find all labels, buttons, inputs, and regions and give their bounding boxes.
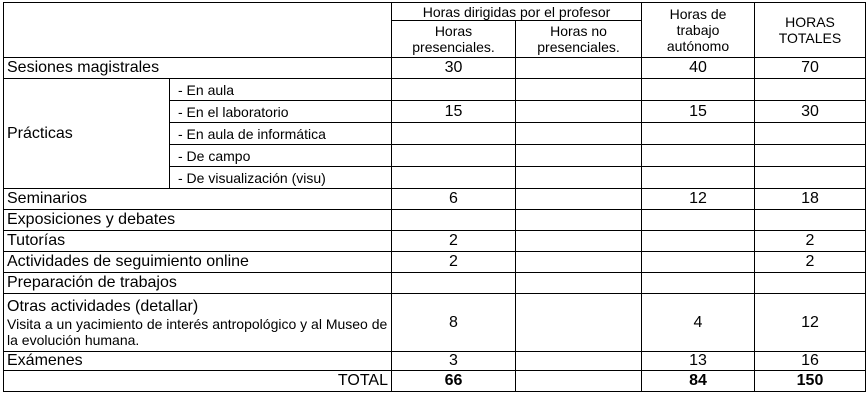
- table-row: [4, 352, 866, 371]
- cell-totales: [755, 79, 866, 101]
- header-no-presenciales-line2: presenciales.: [537, 39, 620, 55]
- hours-table: [3, 2, 866, 392]
- table-row: [4, 58, 866, 79]
- cell-autonomo: 4: [642, 294, 755, 352]
- cell-autonomo: [642, 167, 755, 189]
- row-label: Exposiciones y debates: [4, 210, 392, 231]
- row-label-otras: [4, 294, 392, 352]
- header-no-presenciales: [516, 21, 642, 58]
- header-autonomo: [642, 3, 755, 58]
- header-presenciales: [392, 21, 516, 58]
- cell-presenciales: [392, 167, 516, 189]
- cell-autonomo: [642, 123, 755, 145]
- cell-totales: [755, 210, 866, 231]
- cell-totales: [755, 167, 866, 189]
- table-row: [4, 231, 866, 252]
- table-row: [4, 294, 866, 352]
- practicas-sub-label: - De visualización (visu): [170, 167, 392, 189]
- cell-presenciales: [392, 273, 516, 294]
- cell-totales: 30: [755, 101, 866, 123]
- cell-no-presenciales: [516, 352, 642, 371]
- total-row: [4, 371, 866, 392]
- cell-presenciales: [392, 123, 516, 145]
- total-label: TOTAL: [4, 371, 392, 392]
- header-group-label: Horas dirigidas por el profesor: [392, 3, 642, 21]
- cell-presenciales: 8: [392, 294, 516, 352]
- cell-totales: [755, 123, 866, 145]
- header-autonomo-line1: Horas de: [669, 6, 727, 22]
- cell-totales: 70: [755, 58, 866, 79]
- cell-presenciales: [392, 210, 516, 231]
- cell-autonomo: [642, 210, 755, 231]
- otras-title: Otras actividades (detallar): [7, 297, 199, 315]
- total-totales: 150: [755, 371, 866, 392]
- header-totales: [755, 3, 866, 58]
- cell-presenciales: [392, 145, 516, 167]
- cell-autonomo: 13: [642, 352, 755, 371]
- header-blank-cell: [4, 3, 392, 58]
- header-no-presenciales-line1: Horas no: [550, 23, 607, 39]
- cell-no-presenciales: [516, 101, 642, 123]
- practicas-sub-label: - De campo: [170, 145, 392, 167]
- cell-presenciales: 2: [392, 252, 516, 273]
- cell-no-presenciales: [516, 189, 642, 210]
- row-label: Exámenes: [4, 352, 392, 371]
- cell-no-presenciales: [516, 79, 642, 101]
- cell-presenciales: [392, 79, 516, 101]
- practicas-sub-label: - En aula de informática: [170, 123, 392, 145]
- cell-autonomo: 15: [642, 101, 755, 123]
- cell-no-presenciales: [516, 167, 642, 189]
- header-totales-line1: HORAS: [785, 14, 835, 30]
- cell-totales: 12: [755, 294, 866, 352]
- cell-autonomo: 40: [642, 58, 755, 79]
- cell-totales: 2: [755, 231, 866, 252]
- table-row: [4, 189, 866, 210]
- cell-totales: [755, 273, 866, 294]
- cell-no-presenciales: [516, 210, 642, 231]
- cell-autonomo: [642, 252, 755, 273]
- cell-autonomo: [642, 273, 755, 294]
- cell-totales: 16: [755, 352, 866, 371]
- practicas-sub-label: - En aula: [170, 79, 392, 101]
- row-label-practicas: Prácticas: [4, 79, 170, 189]
- total-no-presenciales: [516, 371, 642, 392]
- header-totales-line2: TOTALES: [778, 30, 842, 46]
- row-label: Actividades de seguimiento online: [4, 252, 392, 273]
- cell-presenciales: 6: [392, 189, 516, 210]
- cell-presenciales: 3: [392, 352, 516, 371]
- practicas-sub-label: - En el laboratorio: [170, 101, 392, 123]
- cell-totales: [755, 145, 866, 167]
- cell-no-presenciales: [516, 294, 642, 352]
- cell-no-presenciales: [516, 145, 642, 167]
- header-presenciales-line1: Horas: [434, 23, 473, 39]
- row-label: Sesiones magistrales: [4, 58, 392, 79]
- row-label: Tutorías: [4, 231, 392, 252]
- row-label: Preparación de trabajos: [4, 273, 392, 294]
- cell-no-presenciales: [516, 252, 642, 273]
- cell-totales: 18: [755, 189, 866, 210]
- header-autonomo-line2: trabajo: [676, 22, 720, 38]
- table-row: [4, 273, 866, 294]
- cell-presenciales: 15: [392, 101, 516, 123]
- cell-no-presenciales: [516, 231, 642, 252]
- cell-autonomo: [642, 231, 755, 252]
- cell-autonomo: [642, 145, 755, 167]
- cell-no-presenciales: [516, 58, 642, 79]
- table-row: [4, 210, 866, 231]
- otras-detail: Visita a un yacimiento de interés antropológico y al Museo de la evolución humana.: [7, 315, 388, 348]
- cell-no-presenciales: [516, 273, 642, 294]
- cell-autonomo: 12: [642, 189, 755, 210]
- header-autonomo-line3: autónomo: [666, 38, 730, 54]
- total-presenciales: 66: [392, 371, 516, 392]
- total-autonomo: 84: [642, 371, 755, 392]
- header-presenciales-line2: presenciales.: [412, 39, 495, 55]
- table-row: [4, 79, 866, 101]
- cell-totales: 2: [755, 252, 866, 273]
- cell-autonomo: [642, 79, 755, 101]
- row-label: Seminarios: [4, 189, 392, 210]
- cell-presenciales: 2: [392, 231, 516, 252]
- cell-no-presenciales: [516, 123, 642, 145]
- table-row: [4, 252, 866, 273]
- cell-presenciales: 30: [392, 58, 516, 79]
